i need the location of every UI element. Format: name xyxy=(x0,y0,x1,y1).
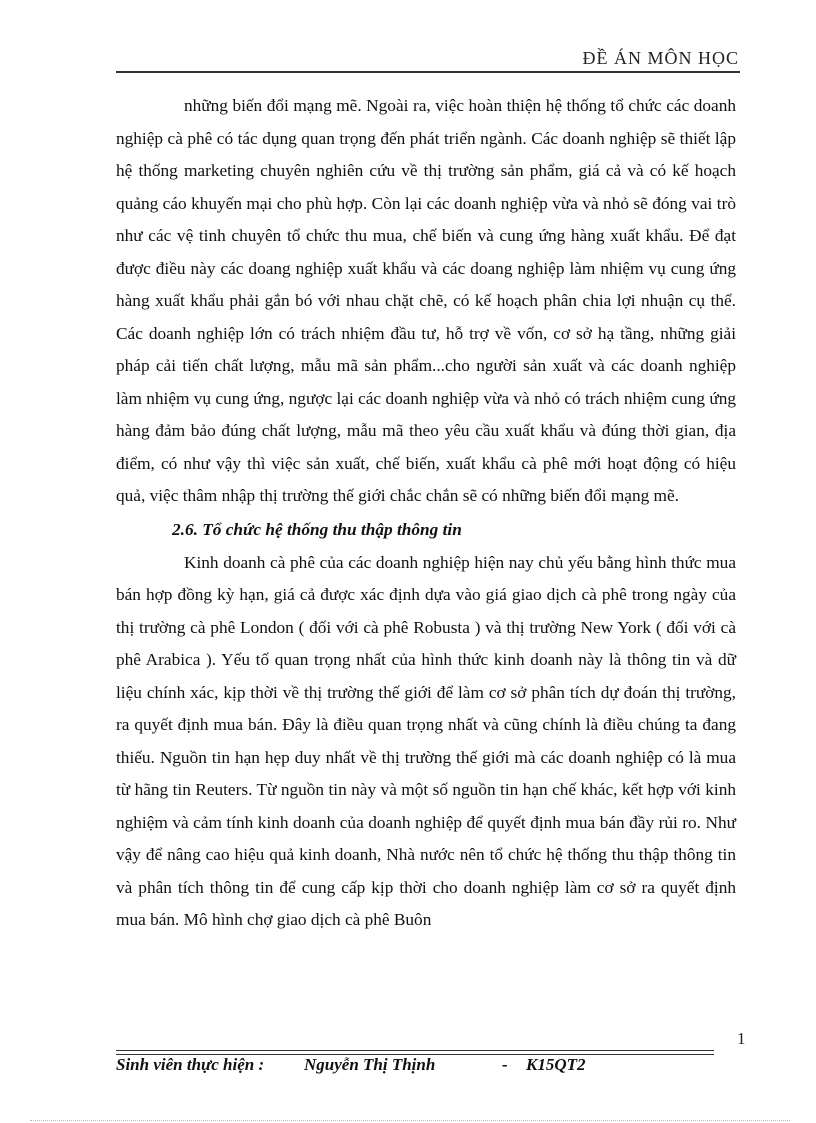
footer-author-name: Nguyễn Thị Thịnh xyxy=(304,1055,436,1074)
header-rule xyxy=(116,71,740,73)
footer-rule xyxy=(116,1050,714,1051)
document-body xyxy=(116,90,736,937)
footer-dash: - xyxy=(502,1055,508,1074)
page-header-title: ĐỀ ÁN MÔN HỌC xyxy=(582,48,739,68)
page-number: 1 xyxy=(737,1029,746,1048)
page-footer xyxy=(116,1055,586,1075)
section-heading: 2.6. Tổ chức hệ thống thu thập thông tin xyxy=(172,519,462,539)
page-bottom-border xyxy=(30,1120,790,1121)
footer-class-code: K15QT2 xyxy=(526,1055,586,1074)
footer-label: Sinh viên thực hiện : xyxy=(116,1055,265,1074)
paragraph-1: những biến đổi mạng mẽ. Ngoài ra, việc hoàn thiện hệ thống tổ chức các doanh nghiệp cà phê có tác dụng quan trọng đến phát triển ngành. Các doanh nghiệp sẽ thiết lập hệ thống marketing chuyên nghiên cứu về thị trường sản phẩm, giá cả và có kế hoạch quảng cáo khuyến mại cho phù hợp. Còn lại các doanh nghiệp vừa và nhỏ sẽ đóng vai trò như các vệ tinh chuyên tổ chức thu mua, chế biến và cung ứng hàng xuất khẩu. Để đạt được điều này các doang nghiệp xuất khẩu và các doang nghiệp làm nhiệm vụ cung ứng hàng xuất khẩu phải gắn bó với nhau chặt chẽ, có kế hoạch phân chia lợi nhuận cụ thể. Các doanh nghiệp lớn có trách nhiệm đầu tư, hỗ trợ về vốn, cơ sở hạ tầng, những giải pháp cải tiến chất lượng, mẫu mã sản phẩm...cho người sản xuất và các doanh nghiệp làm nhiệm vụ cung ứng, ngược lại các doanh nghiệp vừa và nhỏ có trách nhiệm cung ứng hàng đảm bảo đúng chất lượng, mẫu mã theo yêu cầu xuất khẩu và đúng thời gian, địa điểm, có như vậy thì việc sản xuất, chế biến, xuất khẩu cà phê mới hoạt động có hiệu quả, việc thâm nhập thị trường thế giới chắc chắn sẽ có những biến đổi mạng mẽ. xyxy=(116,96,736,505)
paragraph-2: Kinh doanh cà phê của các doanh nghiệp hiện nay chủ yếu bằng hình thức mua bán hợp đồng kỳ hạn, giá cả được xác định dựa vào giá giao dịch cà phê trong ngày của thị trường cà phê London ( đối với cà phê Robusta ) và thị trường New York ( đối với cà phê Arabica ). Yếu tố quan trọng nhất của hình thức kinh doanh này là thông tin và dữ liệu chính xác, kịp thời về thị trường thế giới để làm cơ sở phân tích dự đoán thị trường, ra quyết định mua bán. Đây là điều quan trọng nhất và cũng chính là điều chúng ta đang thiếu. Nguồn tin hạn hẹp duy nhất về thị trường thế giới mà các doanh nghiệp có là mua từ hãng tin Reuters. Từ nguồn tin này và một số nguồn tin hạn chế khác, kết hợp với kinh nghiệm và cảm tính kinh doanh của doanh nghiệp để quyết định mua bán đầy rủi ro. Như vậy để nâng cao hiệu quả kinh doanh, Nhà nước nên tổ chức hệ thống thu thập thông tin và phân tích thông tin để cung cấp kịp thời cho doanh nghiệp làm cơ sở ra quyết định mua bán. Mô hình chợ giao dịch cà phê Buôn xyxy=(116,552,736,929)
